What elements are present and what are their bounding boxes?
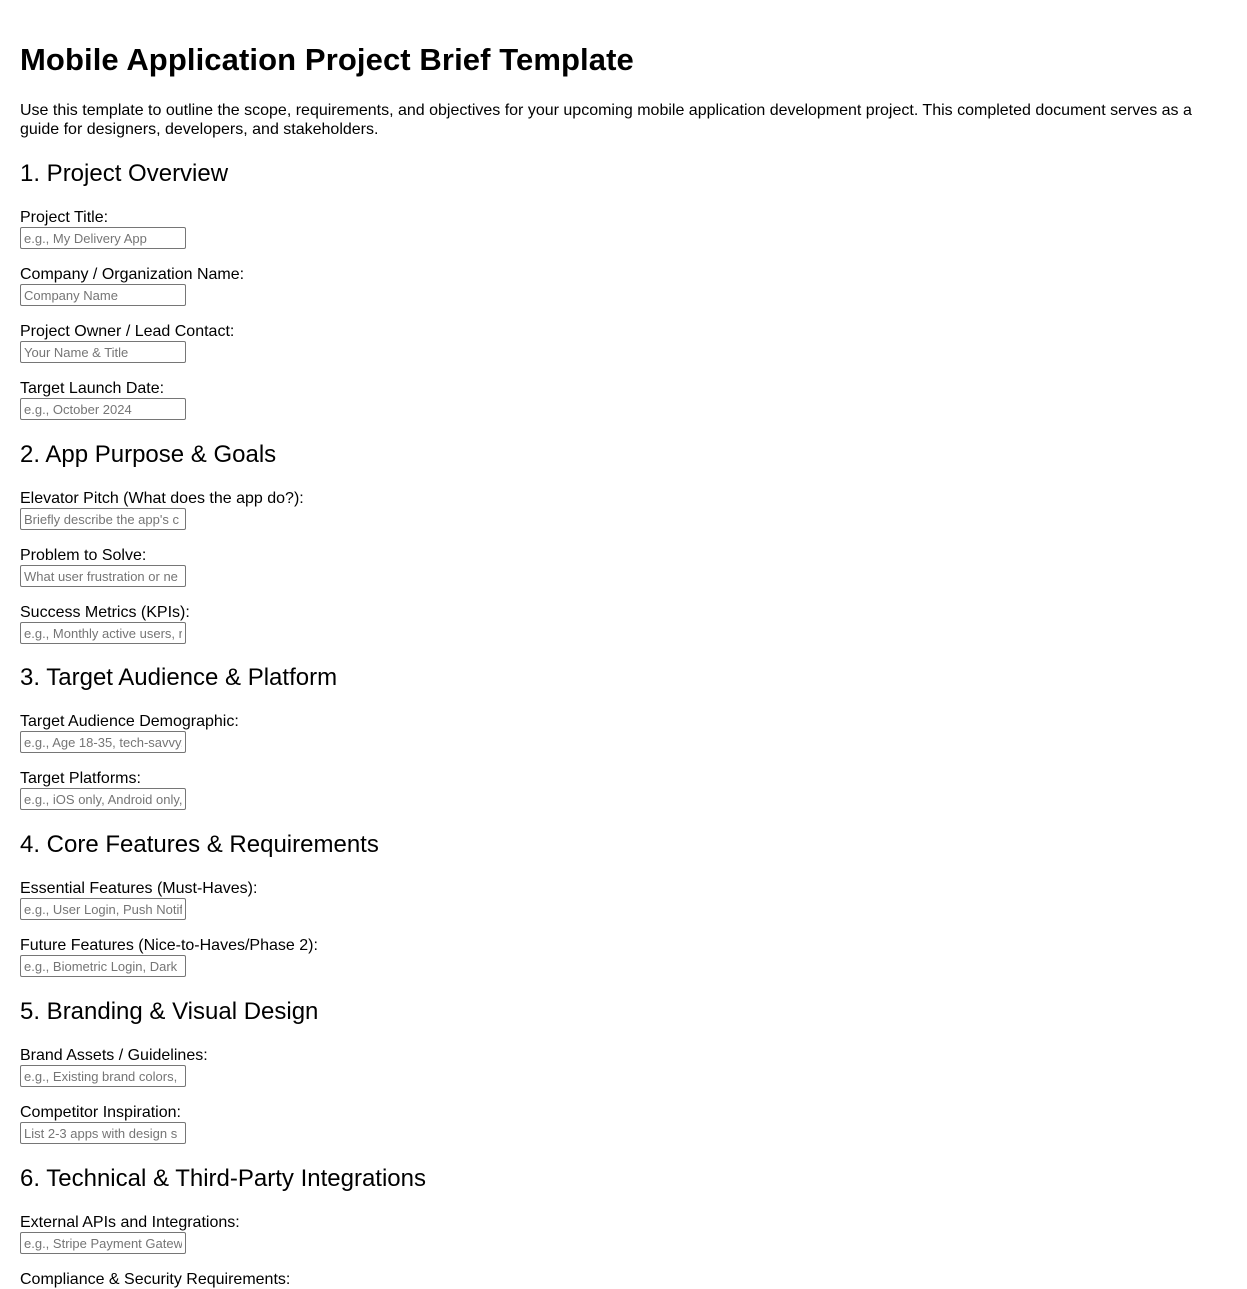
external-apis-input[interactable]	[20, 1232, 186, 1254]
target-audience-input[interactable]	[20, 731, 186, 753]
section-heading-target-audience: 3. Target Audience & Platform	[20, 664, 338, 691]
compliance-security-label: Compliance & Security Requirements:	[20, 1271, 291, 1288]
target-platforms-input[interactable]	[20, 788, 186, 810]
project-owner-label: Project Owner / Lead Contact:	[20, 323, 235, 340]
problem-to-solve-input[interactable]	[20, 565, 186, 587]
launch-date-input[interactable]	[20, 398, 186, 420]
section-heading-app-purpose: 2. App Purpose & Goals	[20, 441, 277, 468]
elevator-pitch-label: Elevator Pitch (What does the app do?):	[20, 490, 304, 507]
section-heading-branding: 5. Branding & Visual Design	[20, 998, 319, 1025]
brand-assets-label: Brand Assets / Guidelines:	[20, 1047, 208, 1064]
success-metrics-label: Success Metrics (KPIs):	[20, 604, 190, 621]
brand-assets-input[interactable]	[20, 1065, 186, 1087]
section-heading-core-features: 4. Core Features & Requirements	[20, 831, 379, 858]
competitor-inspiration-label: Competitor Inspiration:	[20, 1104, 181, 1121]
target-platforms-label: Target Platforms:	[20, 770, 141, 787]
essential-features-label: Essential Features (Must-Haves):	[20, 880, 258, 897]
target-audience-label: Target Audience Demographic:	[20, 713, 239, 730]
project-title-input[interactable]	[20, 227, 186, 249]
essential-features-input[interactable]	[20, 898, 186, 920]
launch-date-label: Target Launch Date:	[20, 380, 165, 397]
project-title-label: Project Title:	[20, 209, 109, 226]
intro-text: Use this template to outline the scope, requirements, and objectives for your upcoming mobile application development project. This completed document serves as a guide for designers, developers, and stakeholders.	[20, 102, 1192, 138]
company-name-input[interactable]	[20, 284, 186, 306]
future-features-label: Future Features (Nice-to-Haves/Phase 2):	[20, 937, 318, 954]
problem-to-solve-label: Problem to Solve:	[20, 547, 147, 564]
page-title: Mobile Application Project Brief Template	[20, 42, 634, 77]
competitor-inspiration-input[interactable]	[20, 1122, 186, 1144]
section-heading-technical-integrations: 6. Technical & Third-Party Integrations	[20, 1165, 426, 1192]
success-metrics-input[interactable]	[20, 622, 186, 644]
external-apis-label: External APIs and Integrations:	[20, 1214, 240, 1231]
elevator-pitch-input[interactable]	[20, 508, 186, 530]
section-heading-project-overview: 1. Project Overview	[20, 160, 229, 187]
project-owner-input[interactable]	[20, 341, 186, 363]
company-name-label: Company / Organization Name:	[20, 266, 245, 283]
future-features-input[interactable]	[20, 955, 186, 977]
